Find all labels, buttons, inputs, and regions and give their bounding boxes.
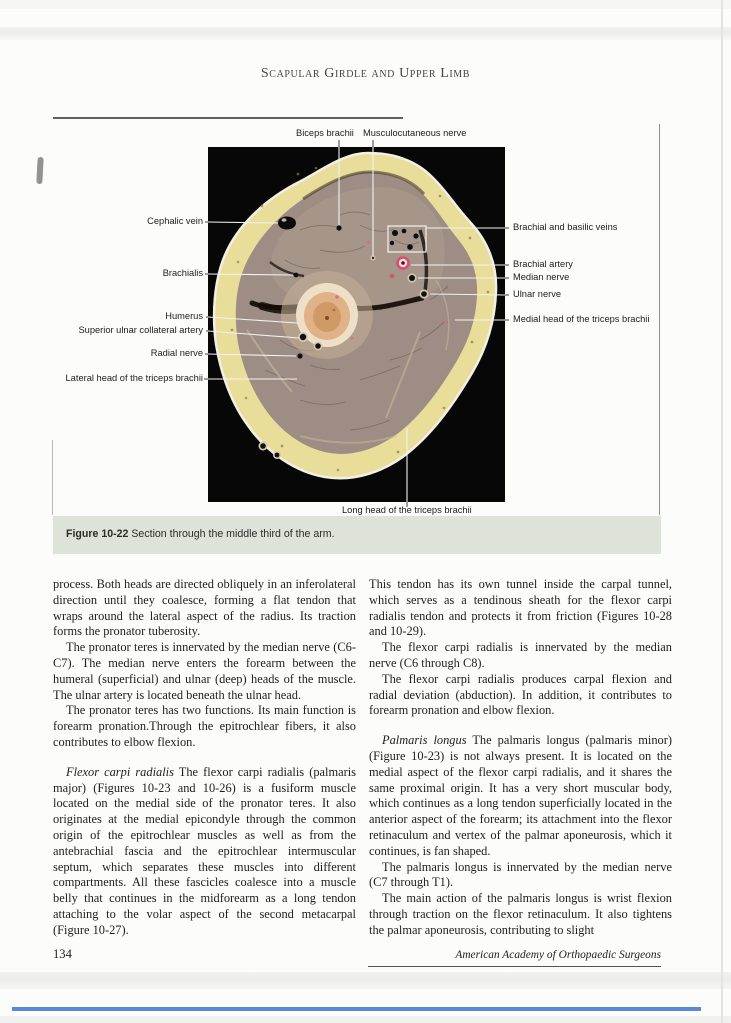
term-flexor-carpi-radialis: Flexor carpi radialis: [66, 764, 174, 779]
figure-frame-right-line: [659, 124, 660, 515]
paragraph: The flexor carpi radialis produces carpal flexion and radial deviation (abduction). In addition, it contributes to forearm pronation and elbow flexion.: [369, 671, 672, 718]
label-medial-head-triceps: Medial head of the triceps brachii: [513, 314, 650, 324]
paragraph: The palmaris longus is innervated by the median nerve (C7 through T1).: [369, 859, 672, 890]
scan-texture-band-foot: [0, 1016, 731, 1023]
paragraph: [369, 733, 672, 859]
label-brachial-and-basilic-veins: Brachial and basilic veins: [513, 222, 618, 232]
figure-caption-label: Figure 10-22: [66, 528, 129, 540]
paragraph-text: The flexor carpi radialis (palmaris major) (Figures 10-23 and 10-26) is a fusiform muscle located on the medial side of the pronator teres. It also originates at the medial epicondyle through the common origin of the epitrochlear muscles as well as from the antebrachial fascia and the epitrochlear intermuscular septum, which separates these muscles into different compartments. All these fascicles coalesce into a muscle belly that continues in the midforearm as a long tendon attaching to the volar aspect of the second metacarpal (Figure 10-27).: [53, 764, 357, 937]
paragraph: [53, 765, 356, 939]
label-biceps-brachii: Biceps brachii: [296, 128, 354, 138]
paragraph: The pronator teres is innervated by the median nerve (C6-C7). The median nerve enters the forearm between the humeral (superficial) and ulnar (deep) heads of the muscle. The ulnar artery is located beneath the ulnar head.: [53, 640, 356, 702]
label-musculocutaneous-nerve: Musculocutaneous nerve: [363, 128, 467, 138]
label-long-head-triceps: Long head of the triceps brachii: [342, 505, 472, 515]
figure-caption: [66, 528, 335, 540]
figure-frame-left-line: [52, 440, 53, 515]
label-humerus: Humerus: [165, 311, 203, 321]
scan-texture-band-top: [0, 27, 731, 40]
scan-texture-band-bottom: [0, 972, 731, 989]
right-column: [369, 577, 672, 939]
left-column: [53, 577, 356, 939]
paragraph: The main action of the palmaris longus is wrist flexion through traction on the flexor retinaculum. It also tightens the palmar aponeurosis, contributing to slight: [369, 891, 672, 937]
label-cephalic-vein: Cephalic vein: [147, 216, 203, 226]
paragraph: This tendon has its own tunnel inside the carpal tunnel, which serves as a tendinous sheath for the flexor carpi radialis tendon and protects it from friction (Figures 10-28 and 10-29).: [369, 577, 672, 639]
running-head-title: Scapular Girdle and Upper Limb: [260, 66, 471, 81]
label-brachial-artery: Brachial artery: [513, 259, 573, 269]
label-median-nerve: Median nerve: [513, 272, 570, 282]
paragraph: process. Both heads are directed obliquely in an inferolateral direction until they coalesce, forming a flat tendon that wraps around the lateral aspect of the radius. Its traction forms the pronator tuberosity.: [53, 577, 356, 639]
bottom-blue-bar: [12, 1007, 701, 1011]
scan-edge-top: [0, 0, 731, 9]
label-lateral-head-triceps: Lateral head of the triceps brachii: [65, 373, 203, 383]
label-ulnar-nerve: Ulnar nerve: [513, 289, 562, 299]
paragraph: The flexor carpi radialis is innervated by the median nerve (C6 through C8).: [369, 640, 672, 670]
paragraph-text: The palmaris longus (palmaris minor) (Figure 10-23) is not always present. It is located on the medial aspect of the flexor carpi radialis, and it shares the same proximal origin. It has a very short muscular body, which continues as a long tendon superficially located in the anterior aspect of the forearm; its attachment into the flexor retinaculum and vertex of the palmar aponeurosis, which it continues, is fan shaped.: [369, 733, 672, 858]
paragraph: The pronator teres has two functions. Its main function is forearm pronation.Through the epitrochlear fibers, it also contributes to elbow flexion.: [53, 703, 356, 749]
publisher-credit: American Academy of Orthopaedic Surgeons: [455, 949, 661, 961]
page-right-edge: [721, 0, 723, 1023]
figure-caption-bar: [53, 516, 661, 554]
label-radial-nerve: Radial nerve: [150, 348, 203, 358]
figure-frame-top-line: [53, 117, 403, 119]
label-brachialis: Brachialis: [162, 268, 203, 278]
footer-rule: [368, 966, 661, 967]
term-palmaris-longus: Palmaris longus: [382, 733, 467, 748]
scan-smudge: [36, 157, 43, 184]
page-number: 134: [53, 947, 72, 961]
figure-caption-text: Section through the middle third of the arm.: [128, 528, 335, 540]
label-superior-ulnar-collateral-artery: Superior ulnar collateral artery: [78, 325, 203, 335]
